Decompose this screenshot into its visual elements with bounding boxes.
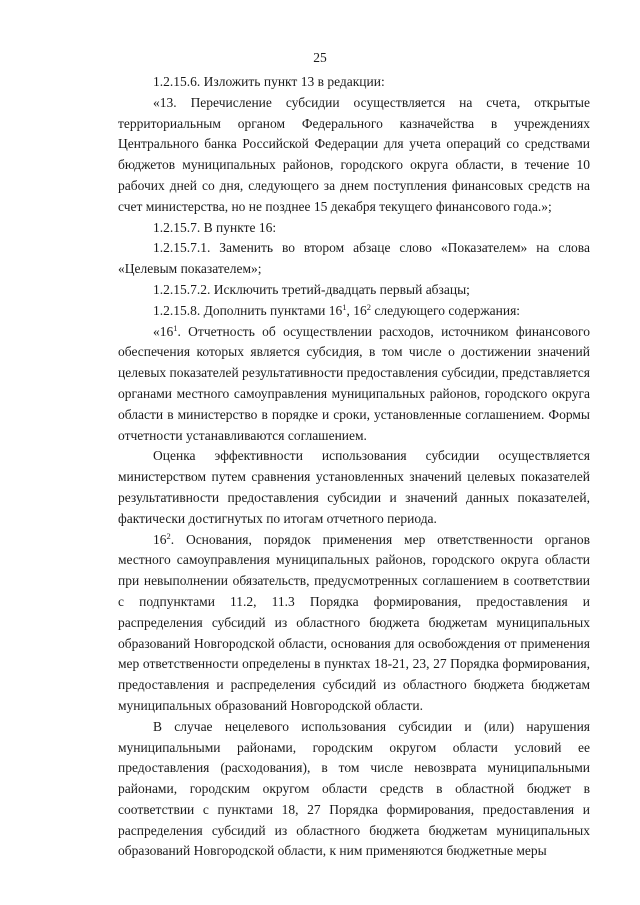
paragraph-item-16-2: $16^2$. Основания, порядок применения мер ответственности органов местного самоуправления муниципальных районов, городского округа области при невыполнении обязательств, предусмотренных соглашением в соответствии с подпунктами 11.2, 11.3 Порядка формирования, предоставления и распределения субсидий из областного бюджета бюджетам муниципальных образований Новгородской области, основания для освобождения от применения мер ответственности определены в пунктах 18-21, 23, 27 Порядка формирования, предоставления и распределения субсидий из областного бюджета бюджетам муниципальных образований Новгородской области. bbox=[118, 530, 590, 713]
paragraph-1-2-15-6: 1.2.15.6. Изложить пункт 13 в редакции: bbox=[153, 74, 385, 89]
paragraph-misuse: В случае нецелевого использования субсидии и (или) нарушения муниципальными районами, городским округом области условий ее предоставления (расходования), в том числе невозврата муниципальными районами, городским округом области средств в областной бюджет в соответствии с пунктами 18, 27 Порядка формирования, предоставления и распределения субсидий из областного бюджета бюджетам муниципальных образований Новгородской области, к ним применяются бюджетные меры bbox=[118, 718, 590, 859]
paragraph-1-2-15-7-1: 1.2.15.7.1. Заменить во втором абзаце слово «Показателем» на слова «Целевым показателем»; bbox=[118, 240, 590, 277]
superscript: 2 bbox=[166, 530, 171, 541]
superscript: 2 bbox=[366, 301, 372, 312]
paragraph-1-2-15-7-2: 1.2.15.7.2. Исключить третий-двадцать первый абзацы; bbox=[153, 281, 470, 297]
paragraph-item-16-1: «$16^1$. Отчетность об осуществлении расходов, источником финансового обеспечения которых является субсидия, в том числе о достижении значений целевых показателей результативности предоставления субсидии, представляется органами местного самоуправления муниципальных районов, городского округа области в министерство в порядке и сроки, установленные соглашением. Формы отчетности устанавливаются соглашением. bbox=[118, 322, 590, 443]
superscript: 1 bbox=[173, 322, 178, 333]
page-number: 25 bbox=[313, 50, 327, 65]
paragraph-1-2-15-7: 1.2.15.7. В пункте 16: bbox=[153, 219, 277, 235]
paragraph-item-13: «13. Перечисление субсидии осуществляется на счета, открытые территориальным органом Федерального казначейства в учреждениях Центрального банка Российской Федерации для учета операций со средствами бюджетов муниципальных районов, городского округа области, в течение 10 рабочих дней со дня, следующего за днем поступления финансовых средств на счет министерства, но не позднее 15 декабря текущего финансового года.»; bbox=[118, 94, 590, 214]
superscript: 1 bbox=[342, 301, 347, 312]
paragraph-evaluation: Оценка эффективности использования субсидии осуществляется министерством путем сравнения установленных значений целевых показателей результативности предоставления субсидии и значений данных показателей, фактически достигнутых по итогам отчетного периода. bbox=[118, 448, 590, 526]
document-body bbox=[118, 72, 590, 862]
paragraph-1-2-15-8: 1.2.15.8. Дополнить пунктами $16^1$, $16^2$ следующего содержания: bbox=[153, 301, 521, 318]
